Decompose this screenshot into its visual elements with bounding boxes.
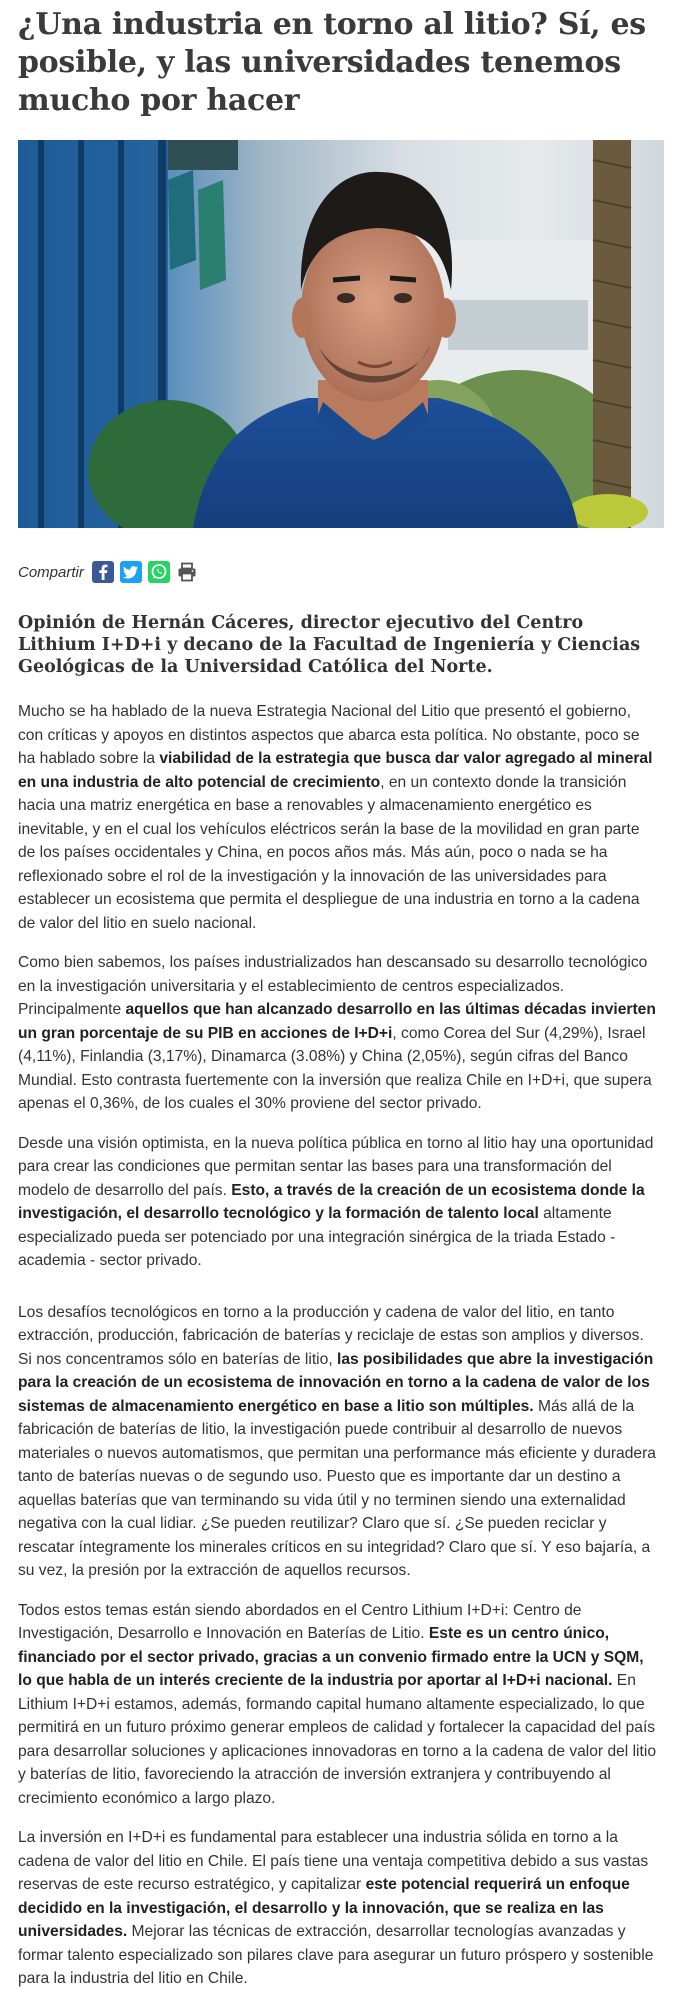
print-icon[interactable] [176, 561, 198, 583]
paragraph-text: Desde una visión optimista, en la nueva política pública en torno al litio hay una oportunidad para crear las condiciones que permitan sentar las bases para una transformación del modelo de desarrollo del país. [18, 1134, 654, 1199]
paragraph [18, 700, 656, 935]
article-lead: Opinión de Hernán Cáceres, director ejecutivo del Centro Lithium I+D+i y decano de la Facultad de Ingeniería y Ciencias Geológicas de la Universidad Católica del Norte. [18, 613, 641, 677]
paragraph-text: Como bien sabemos, los países industrializados han descansado su desarrollo tecnológico en la investigación universitaria y el establecimiento de centros especializados. Principalmente [18, 954, 648, 1018]
bold-text: aquellos que han alcanzado desarrollo en las últimas décadas invierten un gran porcentaje de su PIB en acciones de I+D+i [18, 1001, 656, 1042]
bold-text: las posibilidades que abre la investigación para la creación de un ecosistema de innovación en torno a la cadena de valor de los sistemas de almacenamiento energético en base a litio son múltiples. [18, 1350, 654, 1415]
paragraph-text: , como Corea del Sur (4,29%), Israel (4,11%), Finlandia (3,17%), Dinamarca (3.08%) y China (2,05%), según cifras del Banco Mundial. Esto contrasta fuertemente con la inversión que realiza Chile en I+D+i, que supera apenas el 0,36%, de los cuales el 30% proviene del sector privado. [18, 1024, 652, 1112]
paragraph-text: En Lithium I+D+i estamos, además, formando capital humano altamente especializado, lo que permitirá en un futuro próximo generar empleos de calidad y fortalecer la capacidad del país para desarrollar soluciones y aplicaciones innovadoras en torno a la cadena de valor del litio y baterías de litio, favoreciendo la atracción de inversión extranjera y contribuyendo al crecimiento económico a largo plazo. [18, 1672, 656, 1807]
paragraph [18, 1599, 656, 1811]
paragraph-text: Los desafíos tecnológicos en torno a la producción y cadena de valor del litio, en tanto extracción, producción, fabricación de baterías y reciclaje de estas son amplios y diversos. Si nos concentramos sólo en baterías de litio, [18, 1303, 644, 1368]
paragraph [18, 951, 656, 1116]
paragraph [18, 1301, 656, 1583]
paragraph [18, 1132, 656, 1273]
paragraph [18, 1826, 656, 1991]
whatsapp-icon[interactable] [148, 561, 170, 583]
paragraph-text: La inversión en I+D+i es fundamental para establecer una industria sólida en torno a la cadena de valor del litio en Chile. El país tiene una ventaja competitiva debido a sus vastas reservas de este recurso estratégico, y capitalizar [18, 1829, 649, 1893]
article-title: ¿Una industria en torno al litio? Sí, es posible, y las universidades tenemos mucho por hacer [18, 7, 646, 118]
paragraph-text: Todos estos temas están siendo abordados en el Centro Lithium I+D+i: Centro de Investigación, Desarrollo e Innovación en Baterías de Litio. [18, 1601, 582, 1642]
bold-text: este potencial requerirá un enfoque decidido en la investigación, el desarrollo y la innovación, que se realiza en las universidades. [18, 1876, 630, 1940]
paragraph-text: Mejorar las técnicas de extracción, desarrollar tecnologías avanzadas y formar talento especializado son pilares clave para asegurar un futuro próspero y sostenible para la industria del litio en Chile. [18, 1923, 654, 1987]
paragraph-text: , en un contexto donde la transición hacia una matriz energética en base a renovables y almacenamiento energético es inevitable, y en el cual los vehículos eléctricos serán la base de la movilidad en gran parte de los países occidentales y China, en pocos años más. Más aún, poco o nada se ha reflexionado sobre el rol de la investigación y la innovación de las universidades para establecer un ecosistema que permita el despliegue de una industria en torno a la cadena de valor del litio en suelo nacional. [18, 773, 640, 932]
bold-text: Esto, a través de la creación de un ecosistema donde la investigación, el desarrollo tecnológico y la formación de talento local [18, 1181, 645, 1222]
share-label: Compartir [18, 563, 84, 581]
paragraph-text: Más allá de la fabricación de baterías de litio, la investigación puede contribuir al desarrollo de nuevos materiales o nuevos automatismos, que permitan una performance más eficiente y duradera tanto de baterías nuevas o de segundo uso. Puesto que es importante dar un destino a aquellas baterías que van terminando su vida útil y no terminen siendo una externalidad negativa con la cual lidiar. ¿Se pueden reutilizar? Claro que sí. ¿Se pueden reciclar y rescatar íntegramente los minerales críticos en su integridad? Claro que sí. Y eso bajaría, a su vez, la presión por la extracción de aquellos recursos. [18, 1397, 656, 1579]
article-body [18, 700, 656, 1991]
bold-text: viabilidad de la estrategia que busca dar valor agregado al mineral en una industria de alto potencial de crecimiento [18, 750, 653, 791]
author-photo [18, 140, 664, 528]
facebook-icon[interactable] [92, 561, 114, 583]
paragraph-text: Mucho se ha hablado de la nueva Estrategia Nacional del Litio que presentó el gobierno, con críticas y apoyos en distintos aspectos que abarca esta política. No obstante, poco se ha hablado sobre la [18, 703, 640, 767]
paragraph-text: altamente especializado pueda ser potenciado por una integración sinérgica de la triada Estado - academia - sector privado. [18, 1205, 616, 1269]
article [0, 6, 674, 1991]
bold-text: Este es un centro único, financiado por el sector privado, gracias a un convenio firmado entre la UCN y SQM, lo que habla de un interés creciente de la industria por aportar al I+D+i nacional. [18, 1625, 644, 1689]
share-bar [18, 558, 656, 586]
twitter-icon[interactable] [120, 561, 142, 583]
